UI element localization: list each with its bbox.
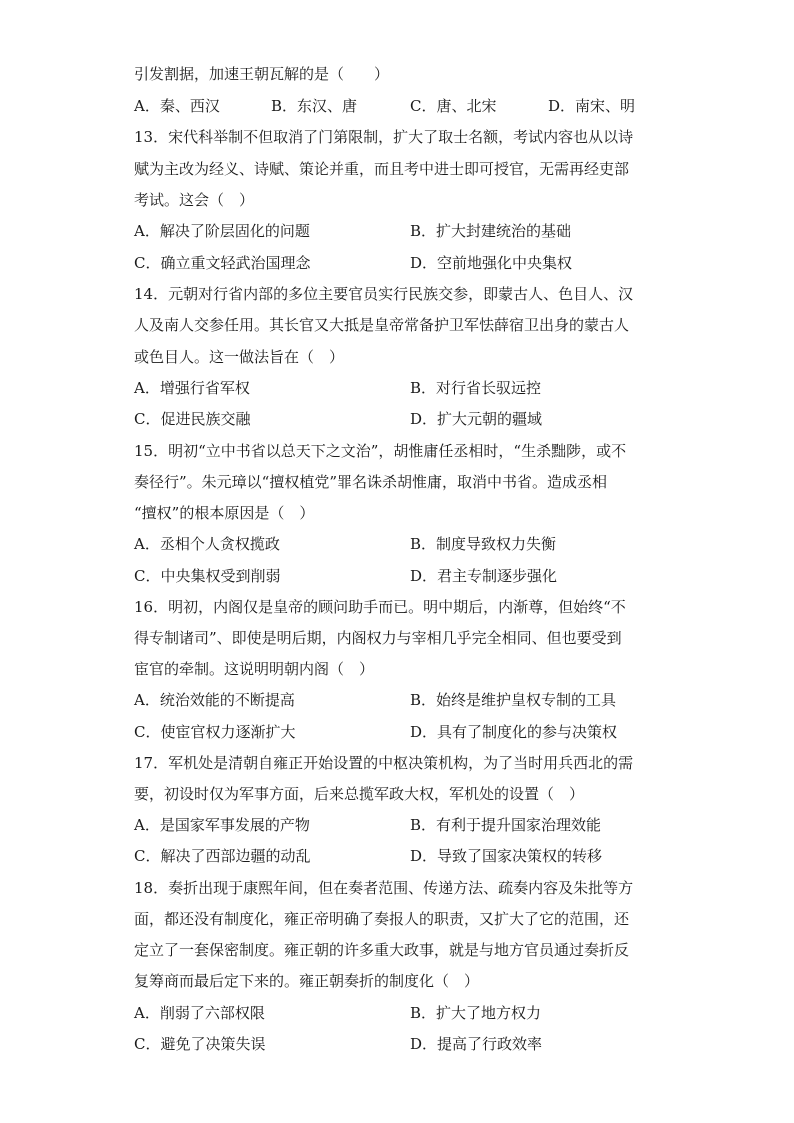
q12-option-c: C．唐、北宋 xyxy=(410,97,497,115)
q18-option-a: A．削弱了六部权限 xyxy=(134,1004,265,1022)
q15-stem-line: 15．明初“立中书省以总天下之文治”，胡惟庸任丞相时，“生杀黜陟，或不 xyxy=(134,442,627,460)
q14-option-a: A．增强行省军权 xyxy=(134,379,250,397)
q13-option-c: C．确立重文轻武治国理念 xyxy=(134,254,311,272)
q15-option-a: A．丞相个人贪权揽政 xyxy=(134,535,280,553)
q15-option-c: C．中央集权受到削弱 xyxy=(134,567,281,585)
q17-option-c: C．解决了西部边疆的动乱 xyxy=(134,847,311,865)
q18-stem-line: 复筹商而最后定下来的。雍正朝奏折的制度化（ ） xyxy=(134,972,480,990)
q13-option-d: D．空前地强化中央集权 xyxy=(410,254,573,272)
q14-option-b: B．对行省长驭远控 xyxy=(410,379,542,397)
q14-stem-line: 或色目人。这一做法旨在（ ） xyxy=(134,348,345,366)
q16-stem-line: 16．明初，内阁仅是皇帝的顾问助手而已。明中期后，内渐尊，但始终“不 xyxy=(134,598,626,616)
q17-option-b: B．有利于提升国家治理效能 xyxy=(410,816,602,834)
q15-stem-line: 奏径行”。朱元璋以“擅权植党”罪名诛杀胡惟庸，取消中书省。造成丞相 xyxy=(134,473,608,491)
q12-option-d: D．南宋、明 xyxy=(548,97,636,115)
q17-stem-line: 要，初设时仅为军事方面，后来总揽军政大权，军机处的设置（ ） xyxy=(134,785,585,803)
q16-stem-line: 宦官的牵制。这说明明朝内阁（ ） xyxy=(134,660,375,678)
q16-option-b: B．始终是维护皇权专制的工具 xyxy=(410,691,617,709)
q17-option-a: A．是国家军事发展的产物 xyxy=(134,816,310,834)
q15-option-b: B．制度导致权力失衡 xyxy=(410,535,557,553)
q15-option-d: D．君主专制逐步强化 xyxy=(410,567,558,585)
q12-option-b: B．东汉、唐 xyxy=(271,97,358,115)
q15-stem-line: “擅权”的根本原因是（ ） xyxy=(134,504,315,522)
q13-stem-line: 13．宋代科举制不但取消了门第限制，扩大了取士名额，考试内容也从以诗 xyxy=(134,128,634,146)
q13-stem-line: 赋为主改为经义、诗赋、策论并重，而且考中进士即可授官，无需再经吏部 xyxy=(134,160,630,178)
q18-stem-line: 定立了一套保密制度。雍正朝的许多重大政事，就是与地方官员通过奏折反 xyxy=(134,941,630,959)
q12-option-a: A．秦、西汉 xyxy=(134,97,220,115)
q13-option-b: B．扩大封建统治的基础 xyxy=(410,222,572,240)
q16-option-d: D．具有了制度化的参与决策权 xyxy=(410,723,618,741)
q13-stem-line: 考试。这会（ ） xyxy=(134,191,255,209)
q13-option-a: A．解决了阶层固化的问题 xyxy=(134,222,310,240)
q14-stem-line: 14．元朝对行省内部的多位主要官员实行民族交参，即蒙古人、色目人、汉 xyxy=(134,285,634,303)
q18-option-c: C．避免了决策失误 xyxy=(134,1035,266,1053)
q18-stem-line: 18．奏折出现于康熙年间，但在奏者范围、传递方法、疏奏内容及朱批等方 xyxy=(134,879,634,897)
q18-option-d: D．提高了行政效率 xyxy=(410,1035,543,1053)
q14-option-c: C．促进民族交融 xyxy=(134,410,251,428)
q17-stem-line: 17．军机处是清朝自雍正开始设置的中枢决策机构，为了当时用兵西北的需 xyxy=(134,754,634,772)
q18-stem-line: 面，都还没有制度化，雍正帝明确了奏报人的职责，又扩大了它的范围，还 xyxy=(134,910,630,928)
q17-option-d: D．导致了国家决策权的转移 xyxy=(410,847,603,865)
q16-option-a: A．统治效能的不断提高 xyxy=(134,691,295,709)
q16-stem-line: 得专制诸司”、即使是明后期，内阁权力与宰相几乎完全相同、但也要受到 xyxy=(134,629,622,647)
q18-option-b: B．扩大了地方权力 xyxy=(410,1004,542,1022)
q16-option-c: C．使宦官权力逐渐扩大 xyxy=(134,723,296,741)
q14-option-d: D．扩大元朝的疆域 xyxy=(410,410,543,428)
q14-stem-line: 人及南人交参任用。其长官又大抵是皇帝常备护卫军怯薛宿卫出身的蒙古人 xyxy=(134,316,630,334)
q12-stem-tail: 引发割据，加速王朝瓦解的是（ ） xyxy=(134,65,390,83)
